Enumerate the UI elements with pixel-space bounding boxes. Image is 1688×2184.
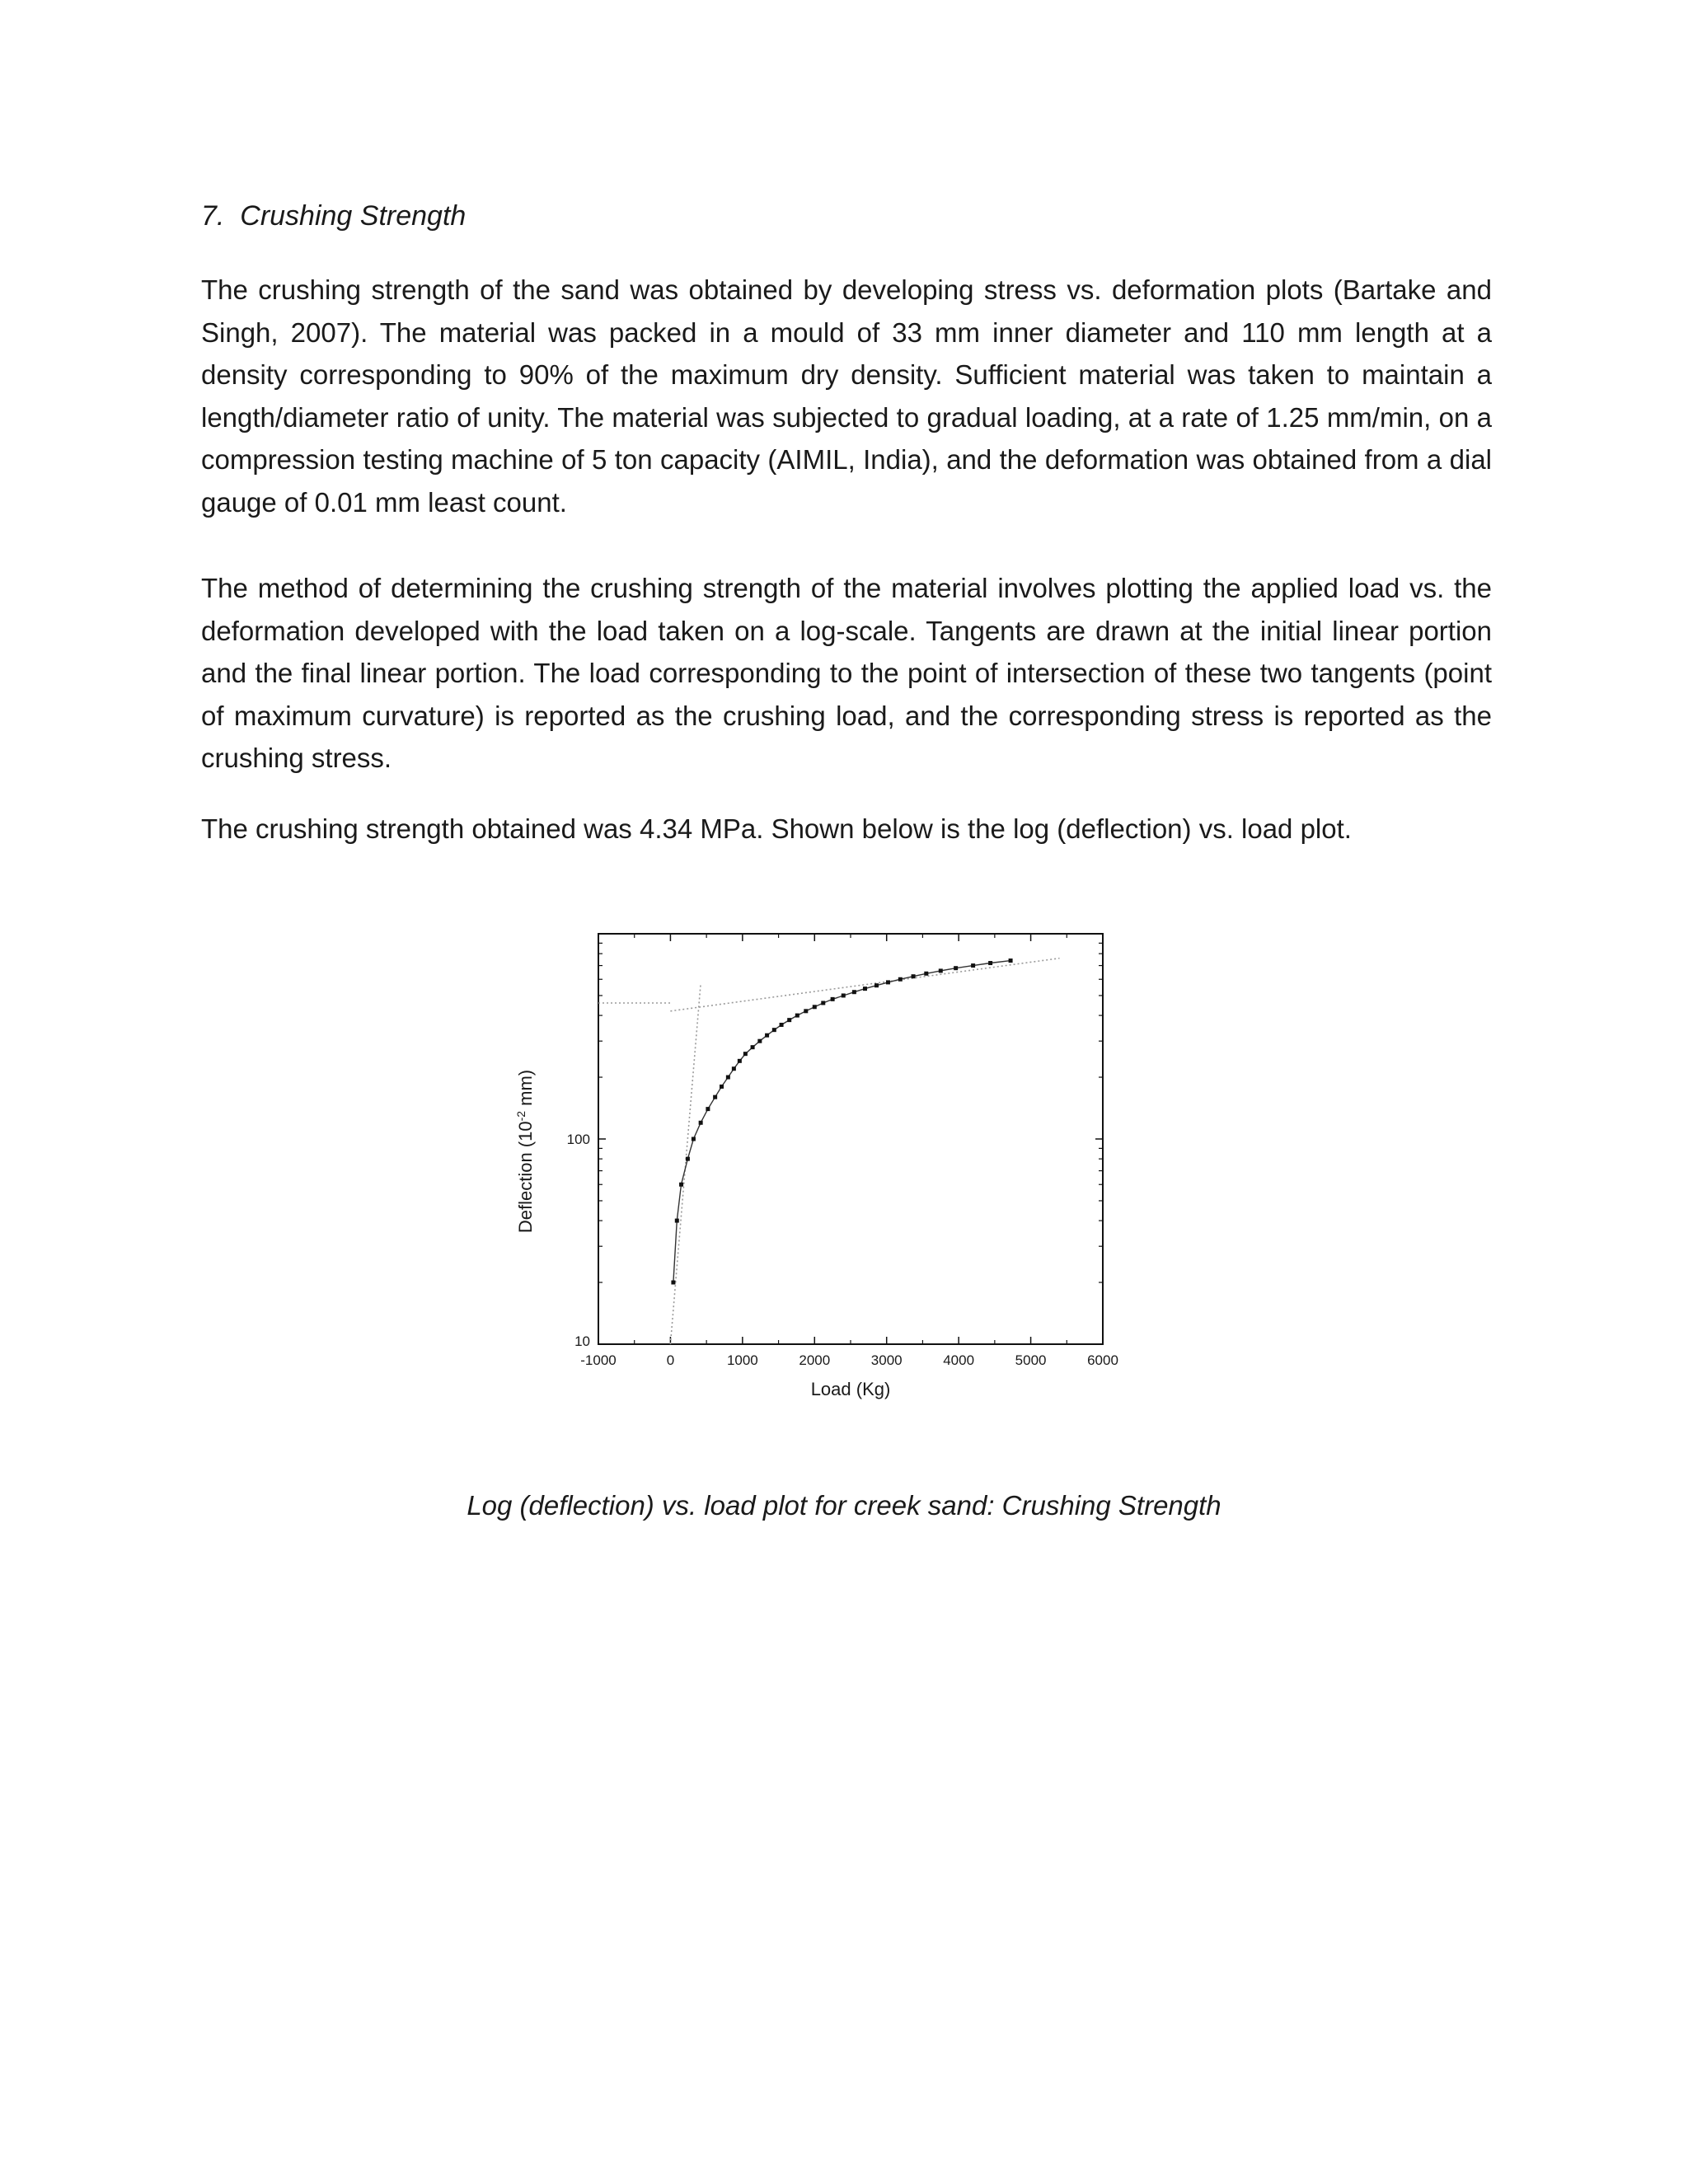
data-point xyxy=(795,1014,799,1018)
data-point xyxy=(842,993,846,997)
x-axis-label: Load (Kg) xyxy=(810,1379,891,1399)
data-point xyxy=(886,980,890,984)
series-line xyxy=(673,961,1010,1282)
data-point xyxy=(831,997,835,1001)
data-point xyxy=(852,990,856,994)
data-point xyxy=(912,974,916,978)
data-point xyxy=(720,1085,724,1089)
data-point xyxy=(971,963,975,968)
data-point xyxy=(1009,958,1013,963)
data-point xyxy=(679,1183,683,1187)
data-point xyxy=(738,1059,742,1063)
section-title: Crushing Strength xyxy=(240,200,467,232)
data-point xyxy=(692,1137,696,1141)
data-point xyxy=(699,1121,703,1125)
data-point xyxy=(988,961,992,965)
paragraph-result: The crushing strength obtained was 4.34 MPa. Shown below is the log (deflection) vs. load plot. xyxy=(201,813,1352,844)
tangent-line xyxy=(670,958,1059,1011)
paragraph-method: The crushing strength of the sand was obtained by developing stress vs. deformation plots (Bartake and Singh, 2007). The material was packed in a mould of 33 mm inner diameter and 110 mm length at a density corresponding to 90% of the maximum dry density. Sufficient material was taken to maintain a length/diameter ratio of unity. The material was subjected to gradual loading, at a rate of 1.25 mm/min, on a compression testing machine of 5 ton capacity (AIMIL, India), and the deformation was obtained from a dial gauge of 0.01 mm least count. xyxy=(201,274,1492,518)
y-tick-label: 10 xyxy=(574,1333,590,1349)
data-point xyxy=(772,1028,776,1032)
data-point xyxy=(757,1039,762,1043)
chart-tangents xyxy=(598,958,1060,1344)
data-point xyxy=(874,983,879,987)
x-tick-label: 5000 xyxy=(1015,1352,1047,1368)
data-point xyxy=(813,1005,817,1009)
data-point xyxy=(743,1052,748,1056)
data-point xyxy=(787,1018,791,1022)
x-tick-label: 0 xyxy=(666,1352,675,1368)
data-point xyxy=(706,1107,710,1111)
paragraph-procedure: The method of determining the crushing strength of the material involves plotting the applied load vs. the deformation developed with the load taken on a log-scale. Tangents are drawn at the initial linear portion and the final linear portion. The load corresponding to the point of intersection of these two tangents (point of maximum curvature) is reported as the crushing load, and the corresponding stress is reported as the crushing stress. xyxy=(201,573,1492,774)
deflection-load-chart xyxy=(495,915,1170,1426)
y-axis-label: Deflection ($10^{-2}$ mm) xyxy=(514,1069,536,1234)
data-point xyxy=(671,1281,675,1285)
tangent-line xyxy=(670,984,701,1344)
data-point xyxy=(863,987,867,991)
data-point xyxy=(765,1033,769,1038)
y-tick-label: 100 xyxy=(566,1132,590,1147)
x-tick-label: 3000 xyxy=(870,1352,903,1368)
figure-caption: Log (deflection) vs. load plot for creek sand: Crushing Strength xyxy=(467,1490,1221,1521)
section-number: 7. xyxy=(201,200,225,232)
chart-axes xyxy=(567,934,1118,1368)
x-tick-label: 1000 xyxy=(726,1352,758,1368)
data-point xyxy=(686,1157,690,1161)
x-tick-label: 4000 xyxy=(943,1352,975,1368)
data-point xyxy=(939,968,943,972)
data-point xyxy=(751,1045,755,1049)
x-tick-label: 2000 xyxy=(799,1352,831,1368)
data-point xyxy=(924,972,928,976)
data-point xyxy=(898,977,903,982)
data-point xyxy=(675,1219,679,1223)
section-heading xyxy=(201,200,466,232)
data-point xyxy=(732,1066,736,1071)
data-point xyxy=(954,966,958,970)
x-tick-label: -1000 xyxy=(580,1352,617,1368)
data-point xyxy=(713,1095,717,1099)
data-point xyxy=(726,1076,730,1080)
chart-series xyxy=(671,958,1012,1284)
data-point xyxy=(780,1023,784,1027)
x-tick-label: 6000 xyxy=(1087,1352,1118,1368)
data-point xyxy=(804,1009,808,1013)
data-point xyxy=(821,1001,825,1005)
